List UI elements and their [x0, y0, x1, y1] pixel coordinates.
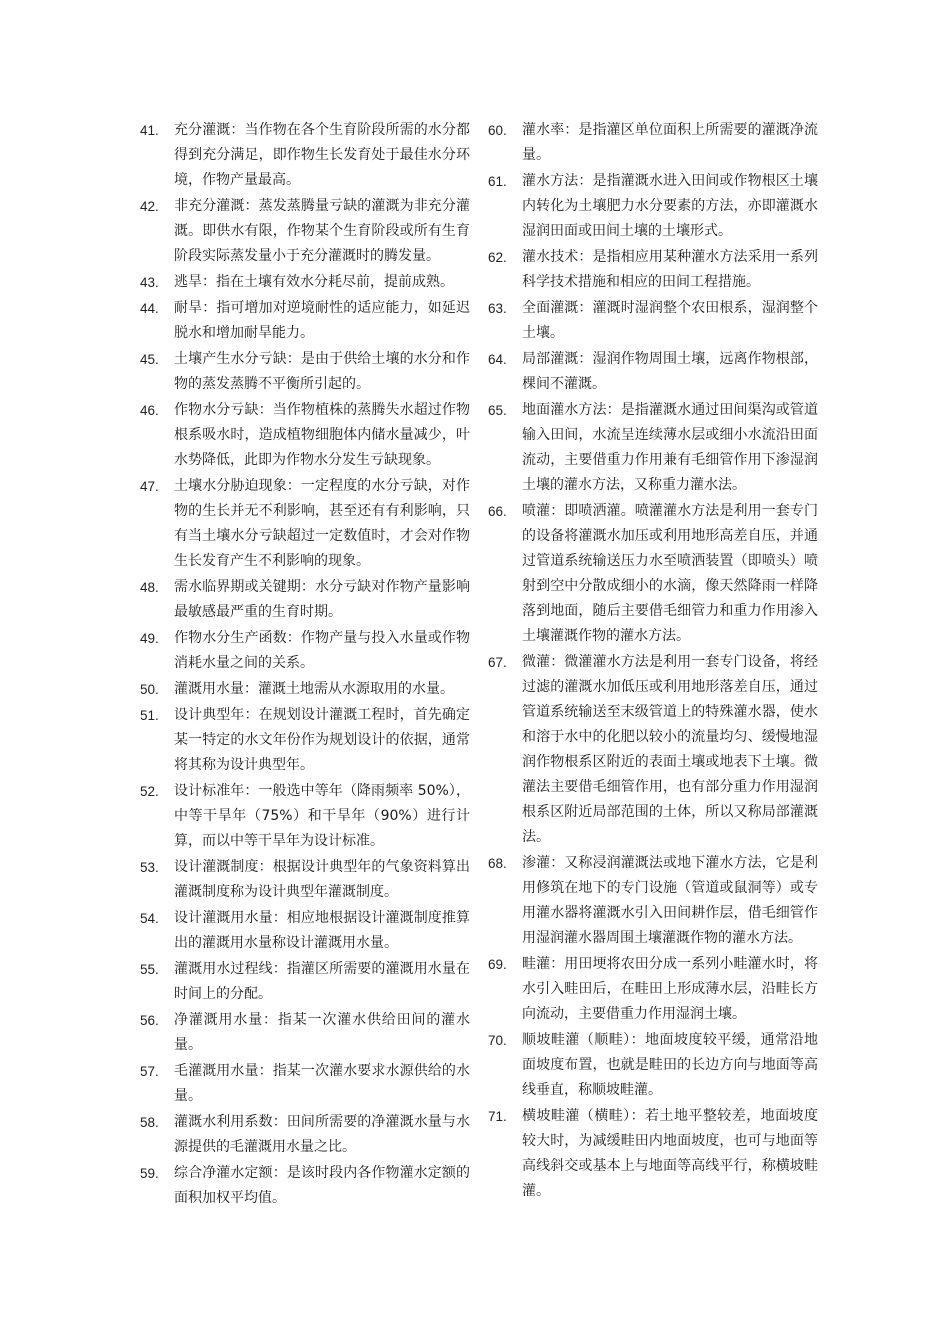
definition-item: [488, 347, 818, 397]
item-text: 耐旱：指可增加对逆境耐性的适应能力，如延迟脱水和增加耐旱能力。: [174, 300, 470, 341]
item-text: 灌溉水利用系数：田间所需要的净灌溉水量与水源提供的毛灌溉用水量之比。: [174, 1114, 470, 1155]
definition-item: [140, 118, 470, 193]
item-text: 畦灌：用田埂将农田分成一系列小畦灌水时，将水引入畦田后，在畦田上形成薄水层，沿畦长方向流动，主要借重力作用湿润土壤。: [522, 956, 818, 1022]
item-number: 62.: [488, 250, 507, 265]
item-text: 灌溉用水过程线：指灌区所需要的灌溉用水量在时间上的分配。: [174, 961, 470, 1002]
item-number: 53.: [140, 860, 159, 875]
item-text: 净灌溉用水量：指某一次灌水供给田间的灌水量。: [174, 1012, 470, 1053]
item-text: 作物水分亏缺：当作物植株的蒸腾失水超过作物根系吸水时，造成植物细胞体内储水量减少，叶水势降低，此即为作物水分发生亏缺现象。: [174, 402, 470, 468]
definition-item: [488, 499, 818, 649]
item-text: 作物水分生产函数：作物产量与投入水量或作物消耗水量之间的关系。: [174, 630, 470, 671]
item-text: 灌水技术：是指相应用某种灌水方法采用一系列科学技术措施和相应的田间工程措施。: [522, 249, 818, 290]
item-text: 喷灌：即喷洒灌。喷灌灌水方法是利用一套专门的设备将灌溉水加压或利用地形高差自压，并通过管道系统输送压力水至喷洒装置（即喷头）喷射到空中分散成细小的水滴，像天然降雨一样降落到地面，随后主要借毛细管力和重力作用渗入土壤灌溉作物的灌水方法。: [522, 503, 818, 644]
item-number: 67.: [488, 655, 507, 670]
definition-item: [140, 474, 470, 574]
item-text: 毛灌溉用水量：指某一次灌水要求水源供给的水量。: [174, 1063, 470, 1104]
item-text: 土壤产生水分亏缺：是由于供给土壤的水分和作物的蒸发蒸腾不平衡所引起的。: [174, 351, 470, 392]
item-text: 充分灌溉：当作物在各个生育阶段所需的水分都得到充分满足，即作物生长发育处于最佳水分环境，作物产量最高。: [174, 122, 470, 188]
item-text: 灌水率：是指灌区单位面积上所需要的灌溉净流量。: [522, 122, 818, 163]
definition-item: [488, 1104, 818, 1204]
definition-item: [140, 957, 470, 1007]
definition-item: [140, 677, 470, 702]
right-column: [488, 118, 818, 1205]
item-text: 灌水方法：是指灌溉水进入田间或作物根区土壤内转化为土壤肥力水分要素的方法，亦即灌溉水湿润田面或田间土壤的土壤形式。: [522, 173, 818, 239]
definition-item: [140, 347, 470, 397]
definition-item: [140, 398, 470, 473]
definition-item: [140, 194, 470, 269]
item-number: 43.: [140, 275, 159, 290]
item-number: 64.: [488, 352, 507, 367]
item-number: 57.: [140, 1064, 159, 1079]
item-number: 58.: [140, 1115, 159, 1130]
definition-item: [140, 855, 470, 905]
item-number: 51.: [140, 708, 159, 723]
item-number: 48.: [140, 580, 159, 595]
definition-item: [140, 296, 470, 346]
item-number: 65.: [488, 403, 507, 418]
item-number: 55.: [140, 962, 159, 977]
definition-item: [488, 118, 818, 168]
item-number: 59.: [140, 1166, 159, 1181]
definition-item: [488, 169, 818, 244]
item-text: 全面灌溉：灌溉时湿润整个农田根系，湿润整个土壤。: [522, 300, 818, 341]
item-text: 设计典型年：在规划设计灌溉工程时，首先确定某一特定的水文年份作为规划设计的依据，通常将其称为设计典型年。: [174, 707, 470, 773]
item-number: 69.: [488, 957, 507, 972]
item-text: 灌溉用水量：灌溉土地需从水源取用的水量。: [174, 681, 454, 697]
item-number: 45.: [140, 352, 159, 367]
definition-item: [488, 296, 818, 346]
item-number: 71.: [488, 1109, 507, 1124]
definition-item: [140, 575, 470, 625]
item-number: 60.: [488, 123, 507, 138]
item-text: 综合净灌水定额：是该时段内各作物灌水定额的面积加权平均值。: [174, 1165, 470, 1206]
item-number: 49.: [140, 631, 159, 646]
definition-item: [488, 650, 818, 850]
item-number: 56.: [140, 1013, 159, 1028]
item-text: 设计灌溉制度：根据设计典型年的气象资料算出灌溉制度称为设计典型年灌溉制度。: [174, 859, 470, 900]
definition-item: [488, 851, 818, 951]
item-number: 66.: [488, 504, 507, 519]
item-number: 50.: [140, 682, 159, 697]
item-text: 顺坡畦灌（顺畦）：地面坡度较平缓，通常沿地面坡度布置，也就是畦田的长边方向与地面等高线垂直，称顺坡畦灌。: [522, 1032, 818, 1098]
item-number: 54.: [140, 911, 159, 926]
item-number: 44.: [140, 301, 159, 316]
item-text: 设计灌溉用水量：相应地根据设计灌溉制度推算出的灌溉用水量称设计灌溉用水量。: [174, 910, 470, 951]
item-number: 61.: [488, 174, 507, 189]
definition-item: [140, 906, 470, 956]
item-text: 渗灌：又称浸润灌溉法或地下灌水方法，它是利用修筑在地下的专门设施（管道或鼠洞等）或专用灌水器将灌溉水引入田间耕作层，借毛细管作用湿润灌水器周围土壤灌溉作物的灌水方法。: [522, 855, 818, 946]
definition-item: [488, 952, 818, 1027]
definition-item: [140, 270, 470, 295]
item-text: 微灌：微灌灌水方法是利用一套专门设备，将经过滤的灌溉水加低压或利用地形落差自压，通过管道系统输送至末级管道上的特殊灌水器，使水和溶于水中的化肥以较小的流量均匀、缓慢地湿润作物根系区附近的表面土壤或地表下土壤。微灌法主要借毛细管作用，也有部分重力作用湿润根系区附近局部范围的土体，所以又称局部灌溉法。: [522, 654, 818, 845]
item-text: 横坡畦灌（横畦）：若土地平整较差，地面坡度较大时，为减缓畦田内地面坡度，也可与地面等高线斜交或基本上与地面等高线平行，称横坡畦灌。: [522, 1108, 818, 1199]
definition-item: [140, 703, 470, 778]
item-text: 局部灌溉：湿润作物周围土壤，远离作物根部，棵间不灌溉。: [522, 351, 818, 392]
item-number: 52.: [140, 784, 159, 799]
definition-item: [140, 1059, 470, 1109]
item-text: 需水临界期或关键期：水分亏缺对作物产量影响最敏感最严重的生育时期。: [174, 579, 470, 620]
item-number: 41.: [140, 123, 159, 138]
definition-item: [140, 779, 470, 854]
definition-item: [140, 626, 470, 676]
item-number: 42.: [140, 199, 159, 214]
item-text: 土壤水分胁迫现象：一定程度的水分亏缺，对作物的生长并无不利影响，甚至还有有利影响，只有当土壤水分亏缺超过一定数值时，才会对作物生长发育产生不利影响的现象。: [174, 478, 470, 569]
definition-item: [488, 1028, 818, 1103]
left-column: [140, 118, 470, 1212]
item-number: 70.: [488, 1033, 507, 1048]
item-number: 46.: [140, 403, 159, 418]
item-text: 非充分灌溉：蒸发蒸腾量亏缺的灌溉为非充分灌溉。即供水有限，作物某个生育阶段或所有生育阶段实际蒸发量小于充分灌溉时的腾发量。: [174, 198, 470, 264]
definition-item: [140, 1161, 470, 1211]
item-text: 地面灌水方法：是指灌溉水通过田间渠沟或管道输入田间，水流呈连续薄水层或细小水流沿田面流动，主要借重力作用兼有毛细管作用下渗湿润土壤的灌水方法，又称重力灌水法。: [522, 402, 818, 493]
item-text: 逃旱：指在土壤有效水分耗尽前，提前成熟。: [174, 274, 454, 290]
item-number: 47.: [140, 479, 159, 494]
item-number: 68.: [488, 856, 507, 871]
definition-item: [488, 245, 818, 295]
item-text: 设计标准年：一般选中等年（降雨频率 50%），中等干旱年（75%）和干旱年（90%）进行计算，而以中等干旱年为设计标准。: [174, 783, 470, 849]
definition-item: [488, 398, 818, 498]
definition-item: [140, 1110, 470, 1160]
item-number: 63.: [488, 301, 507, 316]
definition-item: [140, 1008, 470, 1058]
